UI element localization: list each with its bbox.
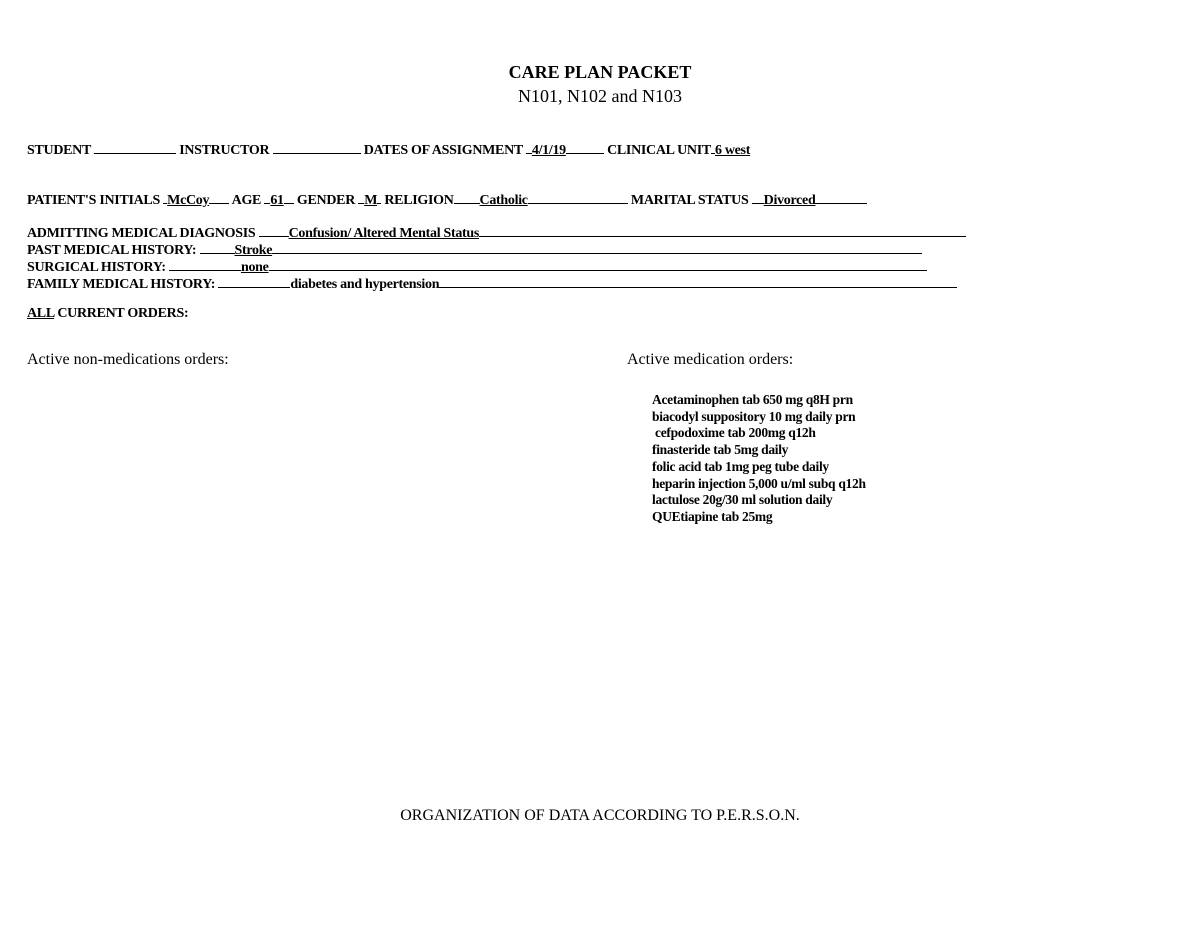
current-orders-heading (27, 306, 188, 322)
list-item: lactulose 20g/30 ml solution daily (652, 492, 833, 508)
past-medical-history-label: PAST MEDICAL HISTORY: (27, 243, 197, 258)
list-item: biacodyl suppository 10 mg daily prn (652, 408, 856, 424)
list-item: cefpodoxime tab 200mg q12h (655, 425, 816, 441)
list-item: folic acid tab 1mg peg tube daily (652, 458, 829, 474)
list-item: Acetaminophen tab 650 mg q8H prn (652, 392, 853, 407)
clinical-unit-value[interactable]: 6 west (714, 143, 751, 158)
non-medication-orders-heading: Active non-medications orders: (27, 351, 229, 368)
admitting-diagnosis-label: ADMITTING MEDICAL DIAGNOSIS (27, 226, 256, 241)
surgical-history-row (27, 258, 927, 276)
instructor-label: INSTRUCTOR (179, 143, 270, 158)
list-item: finasteride tab 5mg daily (652, 442, 789, 458)
all-word: ALL (27, 306, 55, 321)
dates-label: DATES OF ASSIGNMENT (363, 143, 523, 158)
student-field[interactable] (94, 141, 176, 154)
document-subtitle: N101, N102 and N103 (518, 86, 682, 106)
assignment-info-row (27, 141, 750, 159)
surgical-history-label: SURGICAL HISTORY: (27, 260, 166, 275)
past-medical-history-row (27, 241, 922, 259)
list-item: heparin injection 5,000 u/ml subq q12h (652, 475, 866, 491)
marital-status-label: MARITAL STATUS (630, 193, 749, 208)
admitting-diagnosis-value[interactable]: Confusion/ Altered Mental Status (288, 226, 480, 241)
document-title: CARE PLAN PACKET (508, 62, 692, 82)
clinical-unit-label: CLINICAL UNIT (607, 143, 711, 158)
family-medical-history-label: FAMILY MEDICAL HISTORY: (27, 277, 216, 292)
family-medical-history-value[interactable]: diabetes and hypertension (290, 277, 440, 292)
patient-info-row (27, 191, 867, 209)
religion-value[interactable]: Catholic (479, 193, 528, 208)
age-value[interactable]: 61 (270, 193, 284, 208)
age-label: AGE (231, 193, 262, 208)
gender-value[interactable]: M (364, 193, 378, 208)
organization-footer: ORGANIZATION OF DATA ACCORDING TO P.E.R.S.O.N. (400, 807, 800, 824)
marital-status-value[interactable]: Divorced (763, 193, 816, 208)
patient-initials-value[interactable]: McCoy (167, 193, 210, 208)
family-medical-history-row (27, 275, 957, 293)
patient-initials-label: PATIENT'S INITIALS (27, 193, 160, 208)
gender-label: GENDER (296, 193, 356, 208)
admitting-diagnosis-row (27, 224, 966, 242)
medication-list (652, 392, 866, 526)
list-item: QUEtiapine tab 25mg (652, 508, 773, 524)
religion-label: RELIGION (384, 193, 454, 208)
surgical-history-value[interactable]: none (240, 260, 269, 275)
instructor-field[interactable] (273, 141, 361, 154)
dates-value[interactable]: 4/1/19 (531, 143, 566, 158)
current-orders-rest: CURRENT ORDERS: (54, 306, 189, 321)
past-medical-history-value[interactable]: Stroke (234, 243, 273, 258)
student-label: STUDENT (27, 143, 91, 158)
medication-orders-heading: Active medication orders: (627, 351, 794, 368)
